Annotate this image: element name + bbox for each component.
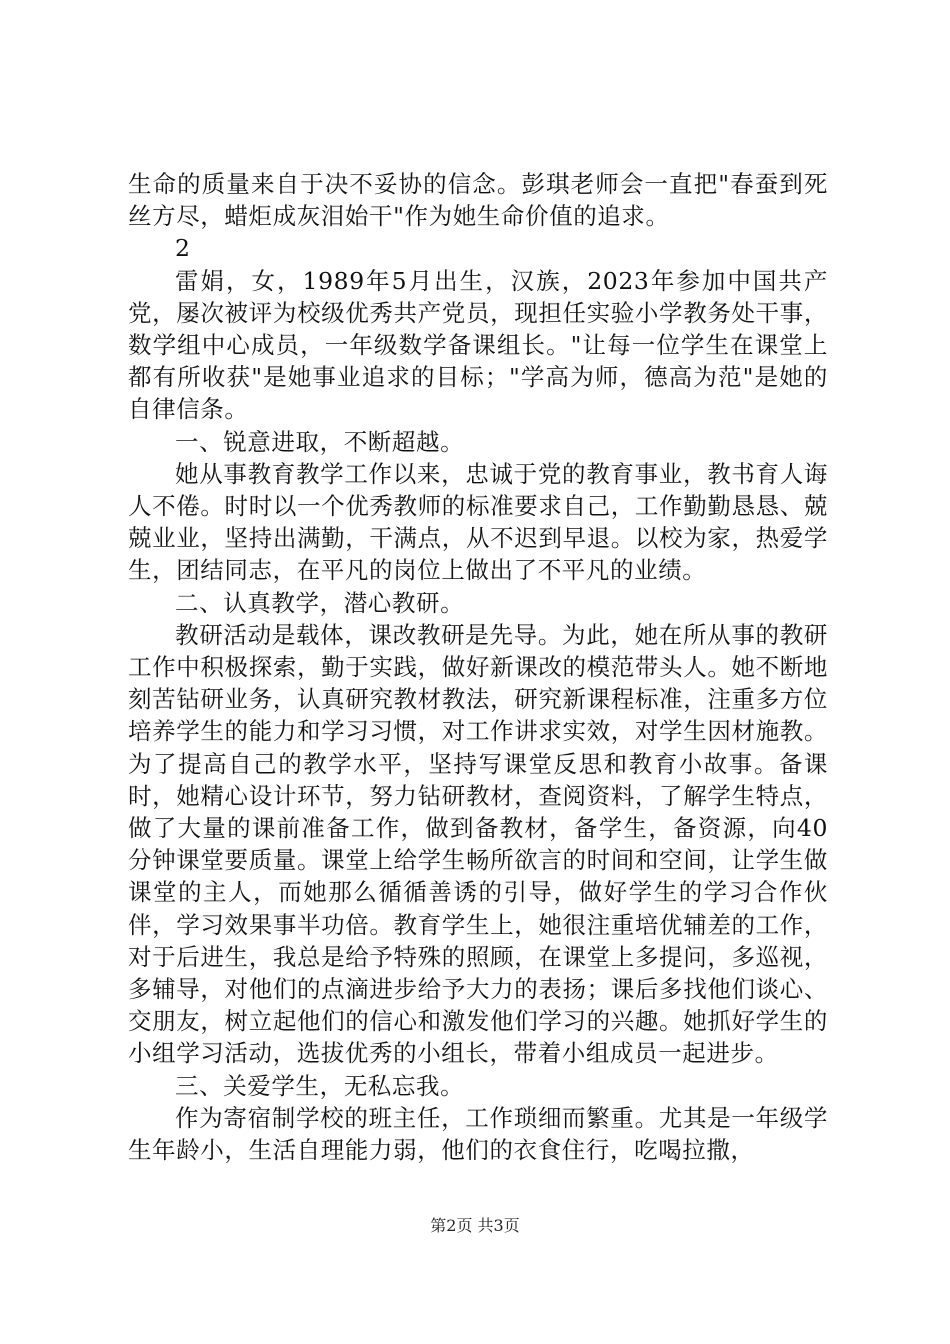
page-total: 共3页 [477,1216,520,1235]
document-body [128,168,828,1166]
paragraph-section-3: 作为寄宿制学校的班主任，工作琐细而繁重。尤其是一年级学生年龄小，生活自理能力弱，他们的衣食住行，吃喝拉撒， [128,1103,828,1165]
page-footer [0,1216,950,1236]
section-number: 2 [175,234,191,263]
page-number: 第2页 [430,1216,473,1235]
paragraph-section-2: 教研活动是载体，课改教研是先导。为此，她在所从事的教研工作中积极探索，勤于实践，做好新课改的模范带头人。她不断地刻苦钻研业务，认真研究教材教法，研究新课程标准，注重多方位培养学生的能力和学习习惯，对工作讲求实效，对学生因材施教。为了提高自己的教学水平，坚持写课堂反思和教育小故事。备课时，她精心设计环节，努力钻研教材，查阅资料，了解学生特点，做了大量的课前准备工作，做到备教材，备学生，备资源，向40分钟课堂要质量。课堂上给学生畅所欲言的时间和空间，让学生做课堂的主人，而她那么循循善诱的引导，做好学生的学习合作伙伴，学习效果事半功倍。教育学生上，她很注重培优辅差的工作，对于后进生，我总是给予特殊的照顾，在课堂上多提问，多巡视，多辅导，对他们的点滴进步给予大力的表扬；课后多找他们谈心、交朋友，树立起他们的信心和激发他们学习的兴趣。她抓好学生的小组学习活动，选拔优秀的小组长，带着小组成员一起进步。 [128,620,828,1068]
heading-section-2: 二、认真教学，潜心教研。 [175,588,465,617]
paragraph-continuation: 生命的质量来自于决不妥协的信念。彭琪老师会一直把"春蚕到死丝方尽，蜡炬成灰泪始干"作为她生命价值的追求。 [128,170,828,231]
heading-section-1: 一、锐意进取，不断超越。 [175,427,465,456]
paragraph-section-1: 她从事教育教学工作以来，忠诚于党的教育事业，教书育人诲人不倦。时时以一个优秀教师的标准要求自己，工作勤勤恳恳、兢兢业业，坚持出满勤，干满点，从不迟到早退。以校为家，热爱学生，团结同志，在平凡的岗位上做出了不平凡的业绩。 [128,459,828,585]
heading-section-3: 三、关爱学生，无私忘我。 [175,1071,465,1100]
paragraph-intro: 雷娟，女，1989年5月出生，汉族，2023年参加中国共产党，屡次被评为校级优秀共产党员，现担任实验小学教务处干事，数学组中心成员，一年级数学备课组长。"让每一位学生在课堂上都有所收获"是她事业追求的目标；"学高为师，德高为范"是她的自律信条。 [128,266,828,424]
